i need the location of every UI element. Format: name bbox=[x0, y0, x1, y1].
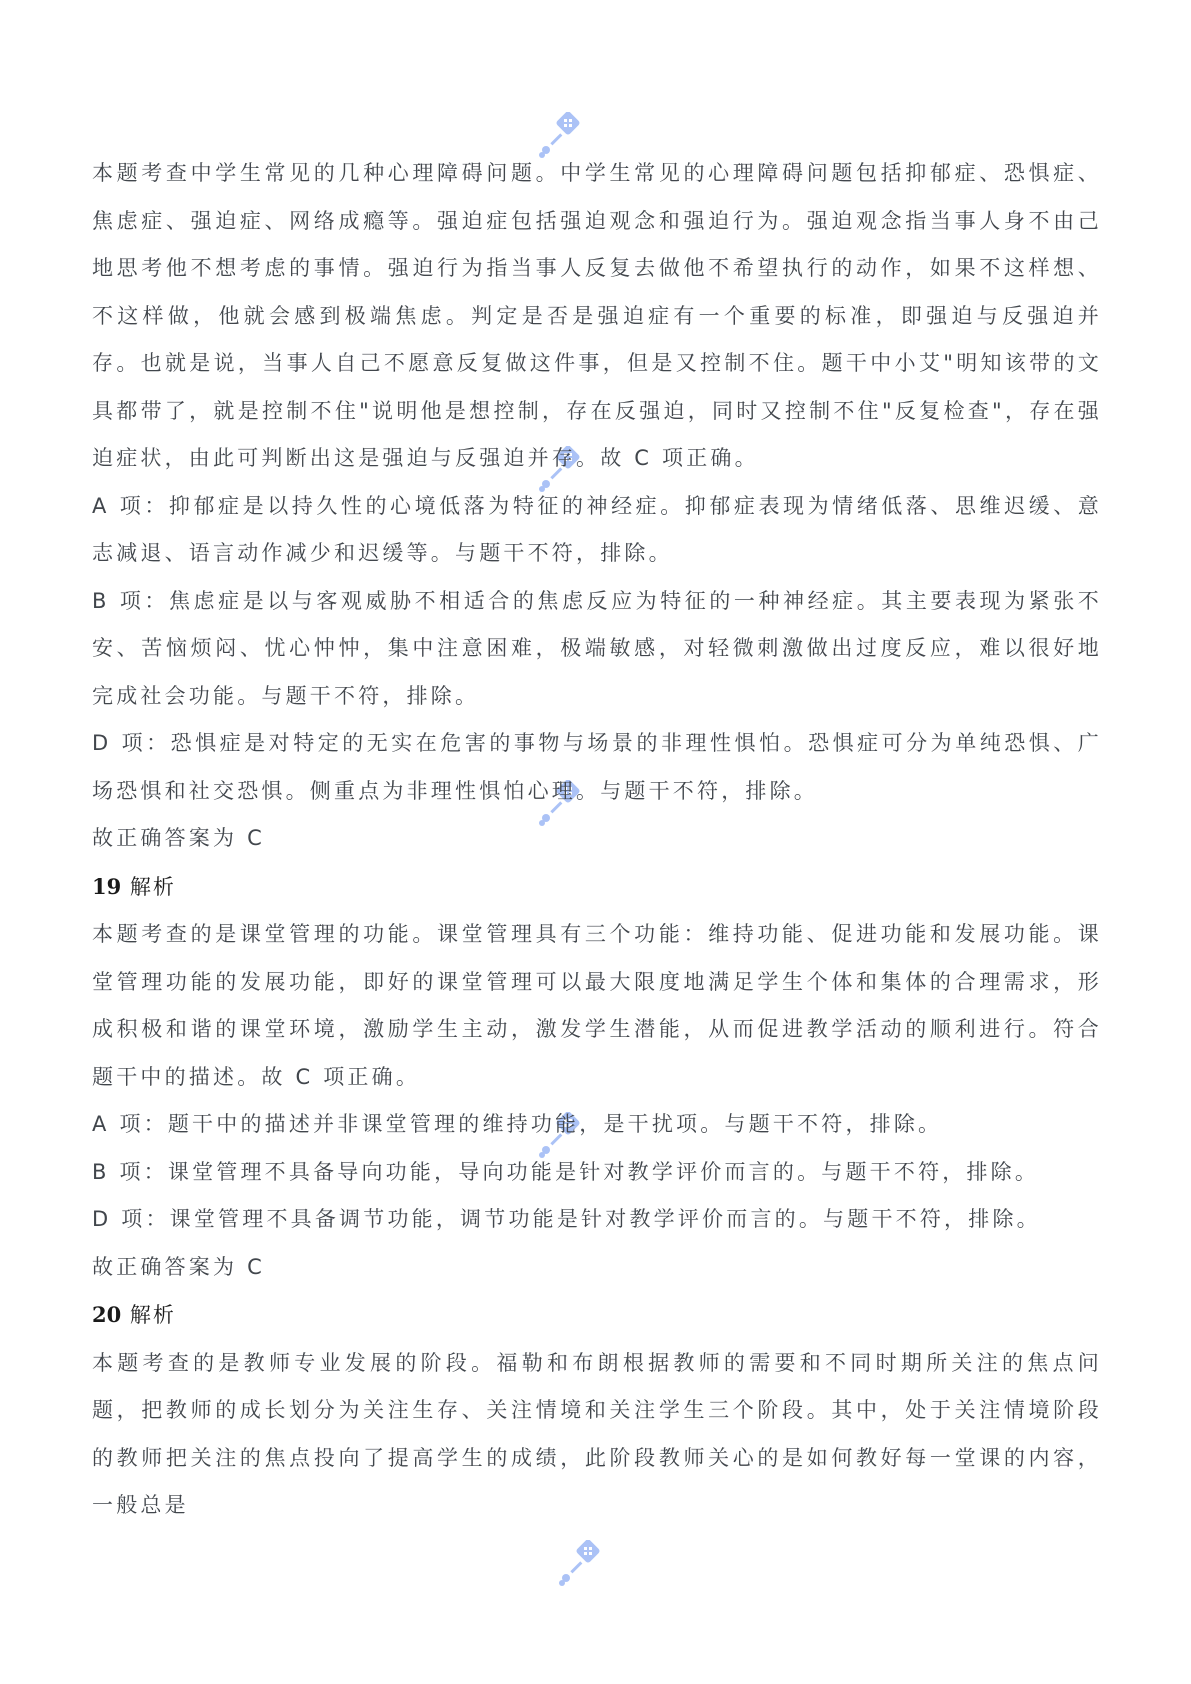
section-q18-analysis bbox=[92, 150, 1102, 863]
heading-label: 解析 bbox=[129, 874, 176, 899]
question-number: 20 bbox=[92, 1302, 122, 1327]
section-heading bbox=[92, 1291, 1102, 1340]
section-heading bbox=[92, 863, 1102, 912]
option-d-explanation: D 项：恐惧症是对特定的无实在危害的事物与场景的非理性惧怕。恐惧症可分为单纯恐惧、广场恐惧和社交恐惧。侧重点为非理性惧怕心理。与题干不符，排除。 bbox=[92, 731, 1102, 803]
analysis-paragraph: 本题考查的是课堂管理的功能。课堂管理具有三个功能：维持功能、促进功能和发展功能。课堂管理功能的发展功能，即好的课堂管理可以最大限度地满足学生个体和集体的合理需求，形成积极和谐的课堂环境，激励学生主动，激发学生潜能，从而促进教学活动的顺利进行。符合题干中的描述。故 C 项正确。 bbox=[92, 922, 1102, 1089]
option-a-explanation: A 项：抑郁症是以持久性的心境低落为特征的神经症。抑郁症表现为情绪低落、思维迟缓、意志减退、语言动作减少和迟缓等。与题干不符，排除。 bbox=[92, 493, 1102, 565]
option-a-explanation: A 项：题干中的描述并非课堂管理的维持功能，是干扰项。与题干不符，排除。 bbox=[92, 1112, 943, 1136]
section-q19-analysis bbox=[92, 863, 1102, 1292]
document-page bbox=[92, 150, 1102, 1530]
correct-answer: 故正确答案为 C bbox=[92, 1254, 265, 1279]
analysis-paragraph: 本题考查的是教师专业发展的阶段。福勒和布朗根据教师的需要和不同时期所关注的焦点问题，把教师的成长划分为关注生存、关注情境和关注学生三个阶段。其中，处于关注情境阶段的教师把关注的焦点投向了提高学生的成绩，此阶段教师关心的是如何教好每一堂课的内容，一般总是 bbox=[92, 1350, 1102, 1517]
option-b-explanation: B 项：焦虑症是以与客观威胁不相适合的焦虑反应为特征的一种神经症。其主要表现为紧张不安、苦恼烦闷、忧心忡忡，集中注意困难，极端敏感，对轻微刺激做出过度反应，难以很好地完成社会功能。与题干不符，排除。 bbox=[92, 588, 1102, 708]
analysis-paragraph: 本题考查中学生常见的几种心理障碍问题。中学生常见的心理障碍问题包括抑郁症、恐惧症、焦虑症、强迫症、网络成瘾等。强迫症包括强迫观念和强迫行为。强迫观念指当事人身不由己地思考他不想考虑的事情。强迫行为指当事人反复去做他不希望执行的动作，如果不这样想、不这样做，他就会感到极端焦虑。判定是否是强迫症有一个重要的标准，即强迫与反强迫并存。也就是说，当事人自己不愿意反复做这件事，但是又控制不住。题干中小艾"明知该带的文具都带了，就是控制不住"说明他是想控制，存在反强迫，同时又控制不住"反复检查"，存在强迫症状，由此可判断出这是强迫与反强迫并存。故 C 项正确。 bbox=[92, 161, 1102, 470]
heading-label: 解析 bbox=[129, 1303, 176, 1327]
correct-answer: 故正确答案为 C bbox=[92, 826, 265, 850]
option-b-explanation: B 项：课堂管理不具备导向功能，导向功能是针对教学评价而言的。与题干不符，排除。 bbox=[92, 1159, 1040, 1184]
section-q20-analysis bbox=[92, 1291, 1102, 1530]
watermark-logo-icon bbox=[555, 1540, 603, 1586]
question-number: 19 bbox=[92, 873, 122, 899]
option-d-explanation: D 项：课堂管理不具备调节功能，调节功能是针对教学评价而言的。与题干不符，排除。 bbox=[92, 1207, 1041, 1231]
